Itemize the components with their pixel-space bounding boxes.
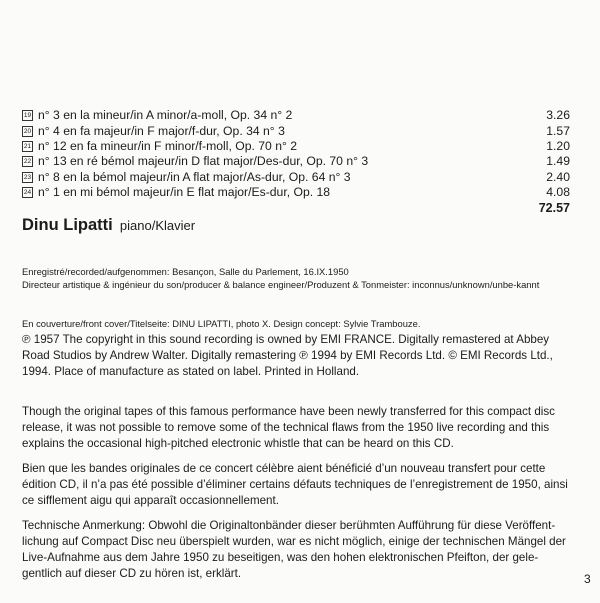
technical-note-english: Though the original tapes of this famous performance have been newly transferred for this compact disc release, it was not possible to remove some of the technical flaws from the 1950 live recording and this explains the occasional high-pitched electronic whistle that can be heard on this CD. xyxy=(22,405,555,450)
total-duration: 72.57 xyxy=(538,201,570,216)
producer-credit: Directeur artistique & ingénieur du son/producer & balance engineer/Produzent & Tonmeister: inconnus/unknown/unbe-kannt xyxy=(22,278,540,290)
track-row xyxy=(22,154,570,169)
recording-credits xyxy=(22,266,572,291)
track-number: 19 xyxy=(23,112,32,120)
artist-line xyxy=(22,216,195,235)
track-duration: 3.26 xyxy=(546,108,570,123)
copyright-notice: ℗ 1957 The copyright in this sound recording is owned by EMI FRANCE. Digitally remastered at Abbey Road Studios by Andrew Walter. Digitally remastering ℗ 1994 by EMI Records Ltd. © EMI Records Ltd., 1994. Place of manufacture as stated on label. Printed in Holland. xyxy=(22,333,553,378)
track-number: 21 xyxy=(23,142,32,150)
artist-name: Dinu Lipatti xyxy=(22,216,113,234)
track-number: 20 xyxy=(23,127,32,135)
track-duration: 1.57 xyxy=(546,123,570,138)
track-number: 24 xyxy=(23,189,32,197)
track-duration: 1.49 xyxy=(546,154,570,169)
track-row xyxy=(22,108,570,123)
track-list xyxy=(22,108,570,215)
track-title: n° 3 en la mineur/in A minor/a-moll, Op. 34 n° 2 xyxy=(38,108,293,123)
track-title: n° 8 en la bémol majeur/in A flat major/As-dur, Op. 64 n° 3 xyxy=(38,169,351,184)
track-row xyxy=(22,123,570,138)
track-number: 22 xyxy=(23,158,32,166)
artist-role: piano/Klavier xyxy=(119,218,196,233)
cover-credit: En couverture/front cover/Titelseite: DINU LIPATTI, photo X. Design concept: Sylvie Trambouze. xyxy=(22,318,421,329)
track-row xyxy=(22,139,570,154)
track-duration: 4.08 xyxy=(546,185,570,200)
track-row xyxy=(22,185,570,200)
technical-note-german: Technische Anmerkung: Obwohl die Originaltonbänder dieser berühmten Aufführung für diese Veröffent-lichung auf Compact Disc neu überspielt wurden, war es nicht möglich, einige der technischen Mängel der Live-Aufnahme aus dem Jahre 1950 zu beseitigen, was den hohen elektronischen Pfeifton, der gele-gentlich auf dieser CD zu hören ist, erklärt. xyxy=(22,519,566,580)
track-title: n° 1 en mi bémol majeur/in E flat major/Es-dur, Op. 18 xyxy=(38,185,331,200)
track-title: n° 4 en fa majeur/in F major/f-dur, Op. 34 n° 3 xyxy=(38,123,285,138)
page-number: 3 xyxy=(584,572,591,586)
track-row xyxy=(22,170,570,185)
track-duration: 1.20 xyxy=(546,138,570,153)
track-title: n° 13 en ré bémol majeur/in D flat major/Des-dur, Op. 70 n° 3 xyxy=(38,154,369,169)
track-number: 23 xyxy=(23,173,32,181)
track-duration: 2.40 xyxy=(546,169,570,184)
recorded-credit: Enregistré/recorded/aufgenommen: Besançon, Salle du Parlement, 16.IX.1950 xyxy=(22,266,349,277)
track-title: n° 12 en fa mineur/in F minor/f-moll, Op. 70 n° 2 xyxy=(38,138,298,153)
technical-note-french: Bien que les bandes originales de ce concert célèbre aient bénéficié d’un nouveau transfert pour cette édition CD, il n’a pas été possible d’éliminer certains défauts techniques de l’enregistrement de 1950, ainsi ce sifflement aigu qui apparaît occasionnellement. xyxy=(22,462,568,507)
